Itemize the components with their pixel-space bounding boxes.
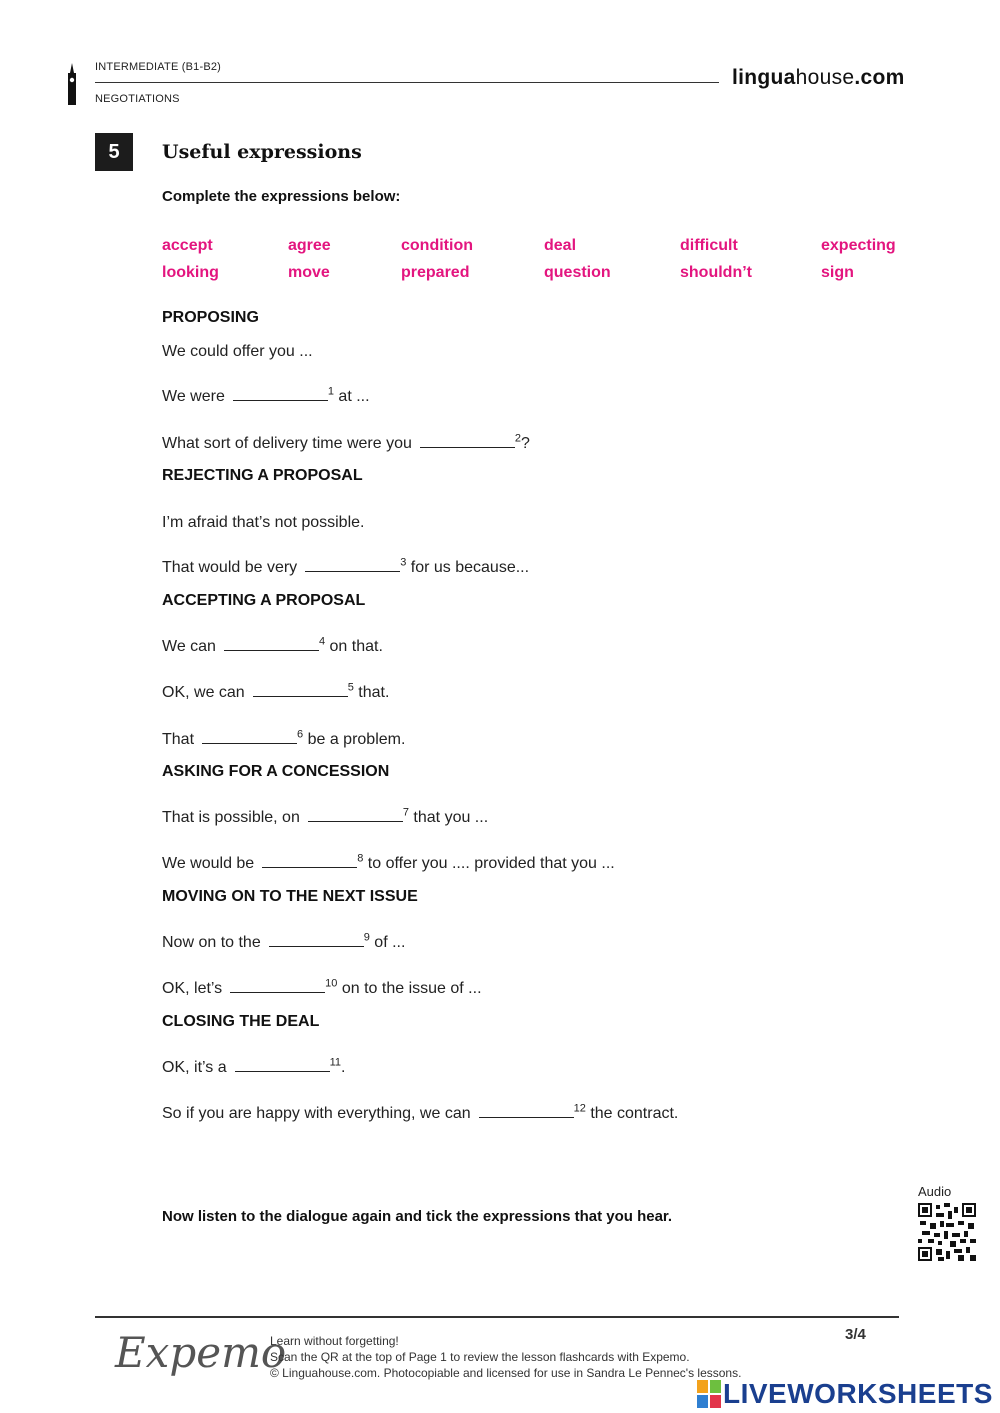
answer-blank[interactable] <box>235 1059 330 1072</box>
word-bank-item: condition <box>401 237 473 254</box>
word-bank-item: looking <box>162 264 219 281</box>
word-bank-item: shouldn’t <box>680 264 752 281</box>
expression-line: Now on to the $^9$ of ... <box>162 931 406 951</box>
group-heading: ACCEPTING A PROPOSAL <box>162 592 366 609</box>
footer-text <box>270 1333 741 1381</box>
expression-line: We could offer you ... <box>162 343 313 360</box>
big-ben-icon <box>64 63 80 105</box>
answer-blank[interactable] <box>230 980 325 993</box>
word-bank-item: expecting <box>821 237 896 254</box>
footer-line: Learn without forgetting! <box>270 1334 399 1348</box>
word-bank-item: agree <box>288 237 331 254</box>
group-heading: MOVING ON TO THE NEXT ISSUE <box>162 888 418 905</box>
word-bank-item: question <box>544 264 611 281</box>
expression-line: We would be $^8$ to offer you .... provided that you ... <box>162 852 615 872</box>
qr-code-icon[interactable] <box>918 1203 976 1261</box>
answer-blank[interactable] <box>305 559 400 572</box>
word-bank-item: deal <box>544 237 577 254</box>
expression-line: That would be very $^3$ for us because... <box>162 556 530 576</box>
header-rule <box>95 82 719 83</box>
word-bank-item: move <box>288 264 330 281</box>
expemo-logo: Expemo <box>115 1328 287 1377</box>
expression-line: What sort of delivery time were you $^2$? <box>162 432 530 452</box>
word-bank-item: sign <box>821 264 854 281</box>
answer-blank[interactable] <box>253 684 348 697</box>
watermark-text: LIVEWORKSHEETS <box>723 1378 993 1409</box>
answer-blank[interactable] <box>269 934 364 947</box>
audio-label: Audio <box>918 1184 952 1199</box>
footer-line: Scan the QR at the top of Page 1 to review the lesson flashcards with Expemo. <box>270 1350 690 1364</box>
expression-line: We can $^4$ on that. <box>162 635 383 655</box>
word-bank-item: difficult <box>680 237 738 254</box>
expression-line: OK, it’s a $^{11}$. <box>162 1056 346 1076</box>
expression-line: I’m afraid that’s not possible. <box>162 514 365 531</box>
expression-line: We were $^1$ at ... <box>162 385 370 405</box>
listen-instruction: Now listen to the dialogue again and tick the expressions that you hear. <box>162 1208 673 1225</box>
instruction: Complete the expressions below: <box>162 188 401 205</box>
expression-line: OK, let’s $^{10}$ on to the issue of ... <box>162 977 482 997</box>
group-heading: REJECTING A PROPOSAL <box>162 467 363 484</box>
expression-line: OK, we can $^5$ that. <box>162 681 390 701</box>
expression-line: That is possible, on $^7$ that you ... <box>162 806 489 826</box>
section-number: 5 <box>95 133 133 171</box>
answer-blank[interactable] <box>224 638 319 651</box>
group-heading: CLOSING THE DEAL <box>162 1013 320 1030</box>
liveworksheets-watermark <box>697 1378 993 1410</box>
answer-blank[interactable] <box>420 435 515 448</box>
group-heading: ASKING FOR A CONCESSION <box>162 763 390 780</box>
footer-line: © Linguahouse.com. Photocopiable and licensed for use in Sandra Le Pennec's lessons. <box>270 1366 742 1380</box>
word-bank-item: accept <box>162 237 213 254</box>
section-title: Useful expressions <box>162 141 362 163</box>
word-bank-item: prepared <box>401 264 470 281</box>
footer-rule <box>95 1316 899 1318</box>
expression-line: So if you are happy with everything, we can $^{12}$ the contract. <box>162 1102 679 1122</box>
group-heading: PROPOSING <box>162 309 259 326</box>
answer-blank[interactable] <box>308 809 403 822</box>
liveworksheets-logo-icon <box>697 1380 721 1408</box>
answer-blank[interactable] <box>233 388 328 401</box>
linguahouse-logo: linguahouse.com <box>732 66 905 89</box>
expression-line: That $^6$ be a problem. <box>162 728 406 748</box>
level-label: INTERMEDIATE (B1-B2) <box>95 61 222 73</box>
answer-blank[interactable] <box>479 1105 574 1118</box>
topic-label: NEGOTIATIONS <box>95 93 180 105</box>
page-number: 3/4 <box>845 1326 866 1343</box>
answer-blank[interactable] <box>202 731 297 744</box>
answer-blank[interactable] <box>262 855 357 868</box>
